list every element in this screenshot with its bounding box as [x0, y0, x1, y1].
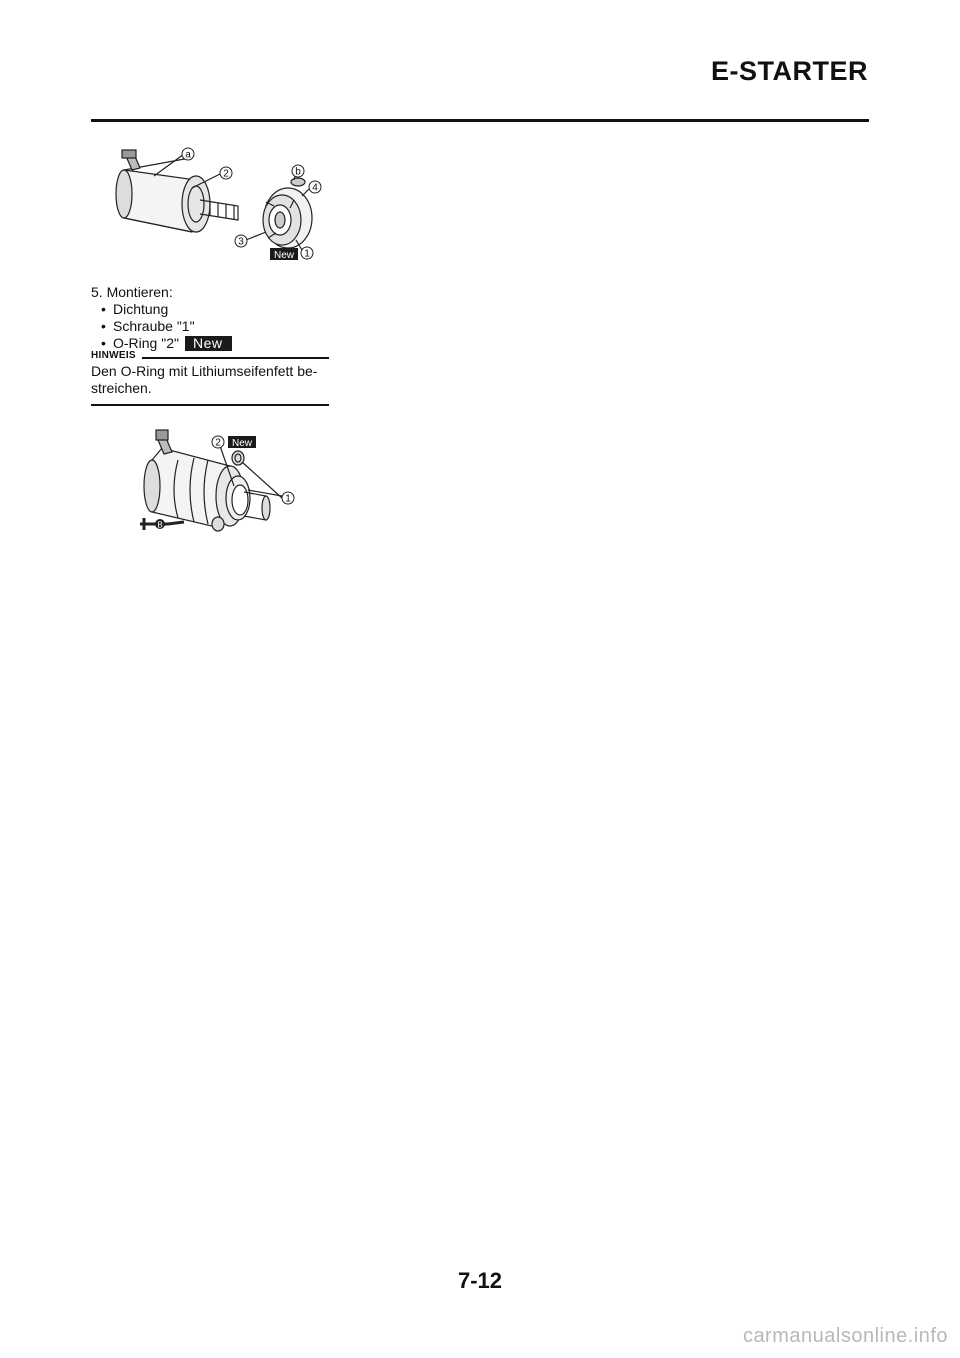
- note-header-rule: [142, 357, 329, 359]
- callout-2: [220, 167, 232, 180]
- svg-text:1: 1: [304, 248, 310, 260]
- step-heading: 5. Montieren:: [91, 284, 173, 300]
- callout-1: [301, 247, 313, 260]
- new-badge-fig1: [270, 248, 298, 261]
- svg-text:New: New: [273, 250, 295, 261]
- svg-text:1: 1: [285, 493, 291, 505]
- note-text: Den O-Ring mit Lithiumseifenfett be- streichen.: [91, 363, 318, 396]
- bullet: •: [101, 301, 106, 317]
- step-5: [91, 284, 331, 352]
- svg-text:B: B: [157, 520, 163, 530]
- starter-assembled-drawing: [140, 430, 282, 531]
- section-title: E-STARTER: [711, 56, 868, 86]
- note-footer-rule: [91, 404, 329, 406]
- figure-starter-exploded: [110, 140, 340, 265]
- svg-text:a: a: [185, 149, 191, 161]
- page-number: 7-12: [457, 1268, 503, 1293]
- header-rule: [91, 119, 869, 122]
- svg-text:3: 3: [238, 236, 244, 248]
- svg-text:b: b: [295, 166, 301, 178]
- item-text: O-Ring "2": [113, 335, 179, 351]
- note-box: [91, 350, 329, 406]
- item-text: Schraube "1": [113, 318, 195, 334]
- bullet: •: [101, 318, 106, 334]
- list-item: [101, 318, 331, 335]
- grease-b-icon: [155, 519, 165, 530]
- step-items: [91, 301, 331, 352]
- watermark-text: carmanualsonline.info: [742, 1325, 948, 1347]
- callout-b: [292, 165, 304, 178]
- callout-2: [212, 436, 224, 449]
- note-label: HINWEIS: [91, 350, 136, 361]
- callout-a: [182, 148, 194, 161]
- note-header: [91, 350, 329, 361]
- figure-starter-oring: [138, 420, 313, 545]
- bullet: •: [101, 335, 106, 351]
- starter-body-drawing: [116, 150, 312, 250]
- svg-text:New: New: [231, 438, 253, 449]
- new-badge: New: [185, 336, 233, 351]
- svg-text:4: 4: [312, 182, 318, 194]
- callout-4: [309, 181, 321, 194]
- svg-text:2: 2: [215, 437, 221, 449]
- list-item: [101, 301, 331, 318]
- new-badge-fig2: [228, 436, 256, 449]
- svg-text:2: 2: [223, 168, 229, 180]
- callout-3: [235, 235, 247, 248]
- callout-1: [282, 492, 294, 505]
- item-text: Dichtung: [113, 301, 169, 317]
